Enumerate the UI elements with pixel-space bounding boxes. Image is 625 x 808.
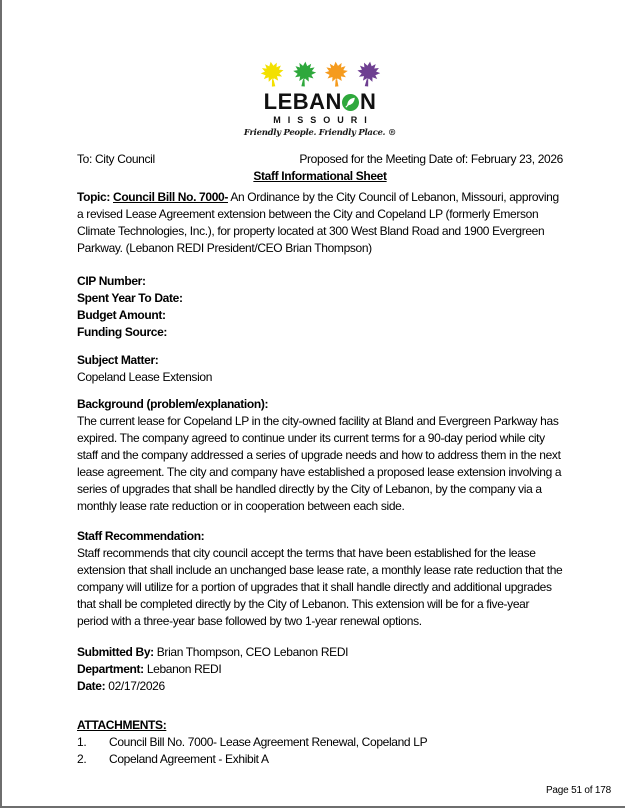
- sheet-title: Staff Informational Sheet: [253, 169, 387, 183]
- date-label: Date:: [77, 679, 106, 693]
- document-body: [77, 151, 563, 768]
- attachment-text: Council Bill No. 7000- Lease Agreement Renewal, Copeland LP: [109, 735, 428, 749]
- department-value: Lebanon REDI: [146, 662, 222, 676]
- department-label: Department:: [77, 662, 144, 676]
- subject-matter: [77, 352, 563, 386]
- topic-paragraph: [77, 189, 563, 257]
- attachments-section: [77, 717, 563, 768]
- proposed-date-line: Proposed for the Meeting Date of: February 23, 2026: [299, 152, 563, 166]
- cip-number-label: CIP Number:: [77, 274, 146, 288]
- leaf-o-icon: [342, 94, 359, 111]
- submission-block: [77, 644, 563, 695]
- attachment-number: 2.: [77, 752, 87, 766]
- logo-leaves: [77, 60, 563, 90]
- staff-recommendation-text: Staff recommends that city council accept the terms that have been established for the lease extension that shall include an unchanged base lease rate, a monthly lease rate reduction that the company will utilize for a portion of upgrades that it shall handle directly and additional upgrades that shall be completed directly by the City of Lebanon. This extension will be for a five-year period with a three-year base followed by two 1-year renewal options.: [77, 546, 563, 628]
- date-line: [77, 678, 563, 695]
- spent-year-label: Spent Year To Date:: [77, 291, 183, 305]
- submitted-by-label: Submitted By:: [77, 645, 154, 659]
- staff-recommendation-section: [77, 528, 563, 630]
- maple-leaf-icon: [355, 59, 381, 91]
- background-heading: Background (problem/explanation):: [77, 397, 269, 411]
- logo-wordmark: [77, 90, 563, 114]
- staff-recommendation-heading: Staff Recommendation:: [77, 529, 205, 543]
- department-line: [77, 661, 563, 678]
- background-text: The current lease for Copeland LP in the city-owned facility at Bland and Evergreen Parkway has expired. The company agreed to continue under its current terms for a 90-day period while city staff and the company addressed a series of upgrade needs and how to address them in the next lease agreement. The city and company have established a proposed lease extension involving a series of upgrades that shall be handled directly by the City of Lebanon, by the company via a monthly lease rate reduction or in cooperation between each side.: [77, 414, 562, 513]
- attachment-text: Copeland Agreement - Exhibit A: [109, 752, 269, 766]
- logo-missouri: MISSOURI: [273, 115, 374, 125]
- maple-leaf-icon: [324, 59, 349, 90]
- cip-fields: [77, 273, 563, 341]
- subject-matter-value: Copeland Lease Extension: [77, 370, 213, 384]
- date-value: 02/17/2026: [108, 679, 165, 693]
- budget-amount-label: Budget Amount:: [77, 308, 166, 322]
- background-section: [77, 396, 563, 515]
- to-line: To: City Council: [77, 152, 155, 166]
- topic-bill-ref: Council Bill No. 7000-: [113, 190, 228, 204]
- logo-tagline: Friendly People. Friendly Place. ®: [243, 128, 397, 138]
- logo-wordmark-left: LEBAN: [263, 89, 342, 114]
- submitted-by-line: [77, 644, 563, 661]
- attachment-number: 1.: [77, 735, 87, 749]
- maple-leaf-icon: [292, 59, 317, 90]
- page-number-footer: Page 51 of 178: [545, 785, 611, 796]
- attachment-item: [77, 734, 563, 751]
- attachments-heading: ATTACHMENTS:: [77, 718, 167, 732]
- funding-source-label: Funding Source:: [77, 325, 168, 339]
- submitted-by-value: Brian Thompson, CEO Lebanon REDI: [156, 645, 349, 659]
- lebanon-logo: [77, 60, 563, 139]
- topic-text: An Ordinance by the City Council of Lebanon, Missouri, approving a revised Lease Agreement extension between the City and Copeland LP (formerly Emerson Climate Technologies, Inc.), for property located at 300 West Bland Road and 1900 Evergreen Parkway. (Lebanon REDI President/CEO Brian Thompson): [77, 190, 559, 255]
- subject-matter-label: Subject Matter:: [77, 353, 159, 367]
- topic-label: Topic:: [77, 190, 111, 204]
- attachment-item: [77, 751, 563, 768]
- logo-wordmark-right: N: [359, 89, 377, 114]
- maple-leaf-icon: [259, 59, 286, 91]
- meta-row: [77, 151, 563, 168]
